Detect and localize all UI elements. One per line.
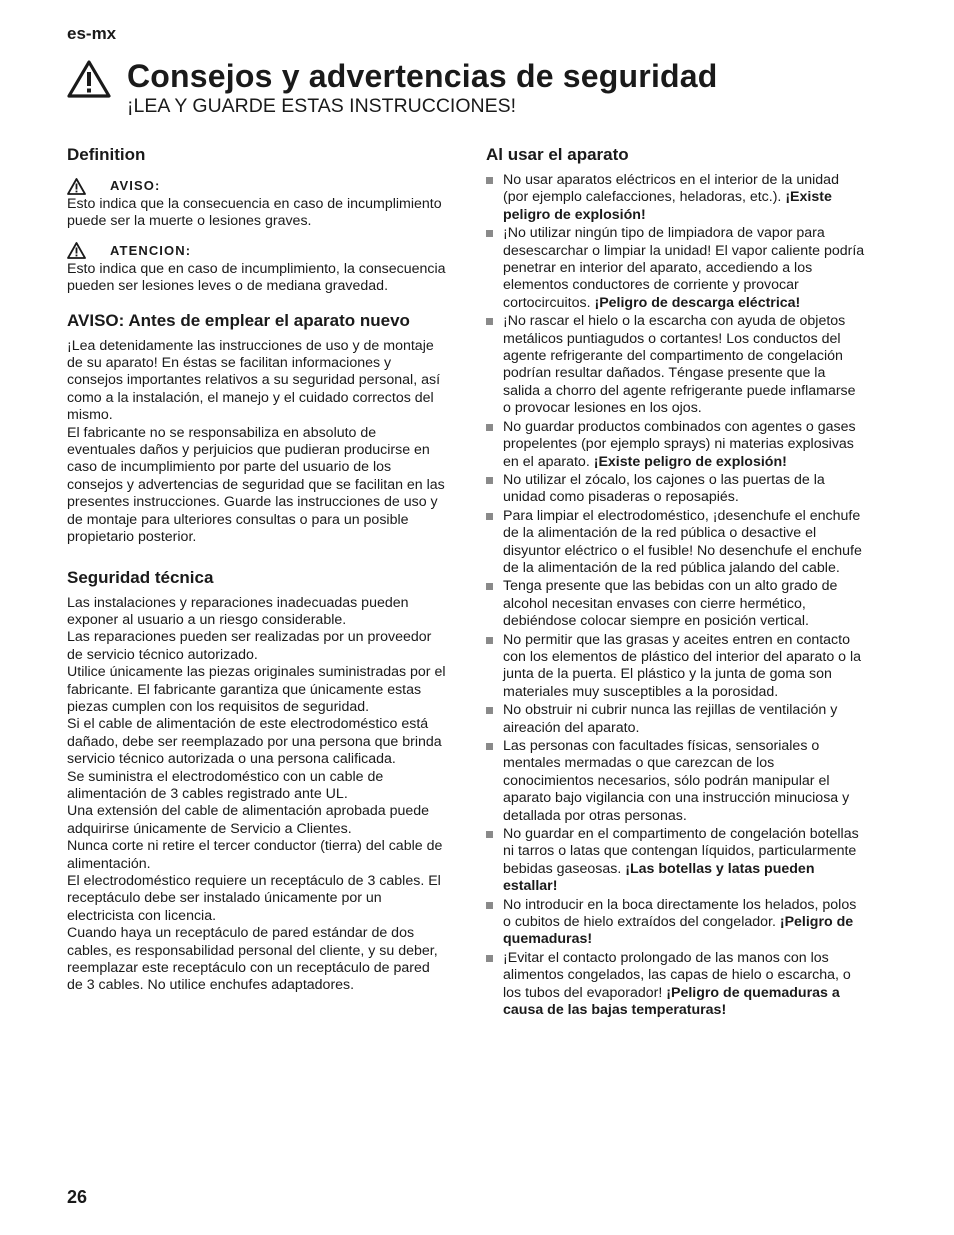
aviso-signal	[67, 176, 447, 196]
technical-paragraph: Nunca corte ni retire el tercer conductor (tierra) del cable de alimentación.	[67, 838, 443, 872]
warning-triangle-icon	[67, 242, 86, 259]
technical-paragraph: Cuando haya un receptáculo de pared estándar de dos cables, es responsabilidad personal del cliente, y su deber, reemplazar este receptáculo con un receptáculo de pared de 3 cables. No utilice enchufes adaptadores.	[67, 925, 438, 994]
usage-heading: Al usar el aparato	[486, 145, 629, 164]
technical-paragraph: Una extensión del cable de alimentación aprobada puede adquirirse únicamente de Servicio a Clientes.	[67, 803, 430, 837]
list-item: No introducir en la boca directamente los helados, polos o cubitos de hielo extraídos del congelador. ¡Peligro de quemaduras!	[486, 897, 866, 949]
language-code: es-mx	[67, 24, 117, 43]
atencion-label: ATENCION:	[110, 243, 192, 259]
right-column	[486, 144, 866, 1021]
warning-triangle-icon	[67, 60, 111, 98]
list-item: ¡No rascar el hielo o la escarcha con ayuda de objetos metálicos puntiagudos o cortantes! Los conductos del agente refrigerante del compartimento de congelación podrían resultar dañados. Téngase presente que la salida a chorro del agente refrigerante puede inflamarse o provocar lesiones en los ojos.	[486, 313, 866, 417]
list-item: No guardar en el compartimento de congelación botellas ni tarros o latas que contengan líquidos, particularmente bebidas gaseosas. ¡Las botellas y latas pueden estallar!	[486, 826, 866, 896]
list-item: Las personas con facultades físicas, sensoriales o mentales mermadas o que carezcan de los conocimientos necesarios, sólo podrán manipular el aparato bajo vigilancia con una instrucción minuciosa y detallada por otras personas.	[486, 738, 866, 825]
page-number: 26	[67, 1187, 88, 1207]
list-item: Tenga presente que las bebidas con un alto grado de alcohol necesitan envases con cierre hermético, debiéndose colocar siempre en posición vertical.	[486, 578, 866, 630]
square-bullet-icon	[486, 513, 493, 520]
list-item: No guardar productos combinados con agentes o gases propelentes (por ejemplo sprays) ni materias explosivas en el aparato. ¡Existe peligro de explosión!	[486, 419, 866, 471]
atencion-signal	[67, 241, 447, 261]
technical-paragraph: Las instalaciones y reparaciones inadecuadas pueden exponer al usuario a un riesgo considerable.	[67, 594, 409, 628]
aviso-label: AVISO:	[110, 178, 161, 194]
definition-heading: Definition	[67, 145, 146, 164]
list-item: ¡Evitar el contacto prolongado de las manos con los alimentos congelados, las capas de hielo o escarcha, o los tubos del evaporador! ¡Peligro de quemaduras a causa de las bajas temperaturas!	[486, 950, 866, 1020]
list-item: No utilizar el zócalo, los cajones o las puertas de la unidad como pisaderas o reposapiés.	[486, 472, 866, 507]
warning-triangle-icon	[67, 178, 86, 195]
square-bullet-icon	[486, 831, 493, 838]
list-item: No permitir que las grasas y aceites entren en contacto con los elementos de plástico del interior del aparato o la junta de la puerta. El plástico y la junta de goma son materiales muy susceptibles a la porosidad.	[486, 632, 866, 702]
square-bullet-icon	[486, 583, 493, 590]
square-bullet-icon	[486, 637, 493, 644]
usage-list	[486, 172, 866, 1020]
list-item: Para limpiar el electrodoméstico, ¡desenchufe el enchufe de la alimentación de la red pública o desactive el disyuntor eléctrico o el fusible! No desenchufe el enchufe de la alimentación de la red pública jalando del cable.	[486, 508, 866, 578]
page-title: Consejos y advertencias de seguridad	[127, 58, 718, 94]
technical-paragraph: Se suministra el electrodoméstico con un cable de alimentación de 3 cables registrado ante UL.	[67, 768, 384, 802]
square-bullet-icon	[486, 955, 493, 962]
square-bullet-icon	[486, 707, 493, 714]
square-bullet-icon	[486, 743, 493, 750]
list-item: No usar aparatos eléctricos en el interior de la unidad (por ejemplo calefacciones, heladoras, etc.). ¡Existe peligro de explosión!	[486, 172, 866, 224]
list-item: ¡No utilizar ningún tipo de limpiadora de vapor para desescarchar o limpiar la unidad! El vapor caliente podría penetrar en interior del aparato, accediendo a los elementos conductores de corriente y provocar cortocircuitos. ¡Peligro de descarga eléctrica!	[486, 225, 866, 312]
technical-paragraph: El electrodoméstico requiere un receptáculo de 3 cables. El receptáculo debe ser instalado únicamente por un electricista con licencia.	[67, 873, 441, 924]
technical-paragraph: Las reparaciones pueden ser realizadas por un proveedor de servicio técnico autorizado.	[67, 629, 432, 663]
before-use-heading: AVISO: Antes de emplear el aparato nuevo	[67, 310, 410, 330]
square-bullet-icon	[486, 177, 493, 184]
technical-paragraph: Si el cable de alimentación de este electrodoméstico está dañado, debe ser reemplazado por una persona que brinda servicio técnico autorizada o una persona calificada.	[67, 716, 442, 768]
technical-safety-heading: Seguridad técnica	[67, 567, 214, 587]
left-column	[67, 144, 447, 995]
atencion-text: Esto indica que en caso de incumplimiento, la consecuencia pueden ser lesiones leves o de mediana gravedad.	[67, 260, 446, 295]
technical-paragraph: Utilice únicamente las piezas originales suministradas por el fabricante. El fabricante garantiza que únicamente estas piezas cumplen con los requisitos de seguridad.	[67, 664, 446, 715]
page-subtitle: ¡LEA Y GUARDE ESTAS INSTRUCCIONES!	[127, 95, 517, 117]
square-bullet-icon	[486, 477, 493, 484]
before-use-paragraph: ¡Lea detenidamente las instrucciones de uso y de montaje de su aparato! En éstas se facilitan informaciones y consejos importantes relativos a su seguridad personal, así como a la instalación, el manejo y el cuidado correctos del mismo.	[67, 337, 441, 424]
list-item: No obstruir ni cubrir nunca las rejillas de ventilación y aireación del aparato.	[486, 702, 866, 737]
square-bullet-icon	[486, 424, 493, 431]
square-bullet-icon	[486, 902, 493, 909]
square-bullet-icon	[486, 318, 493, 325]
before-use-paragraph: El fabricante no se responsabiliza en absoluto de eventuales daños y perjuicios que pudieran producirse en caso de incumplimiento por parte del usuario de los consejos y advertencias de seguridad que se facilitan en las presentes instrucciones. Guarde las instrucciones de uso y de montaje para ulteriores consultas o para un posible propietario posterior.	[67, 424, 445, 546]
square-bullet-icon	[486, 230, 493, 237]
aviso-text: Esto indica que la consecuencia en caso de incumplimiento puede ser la muerte o lesiones graves.	[67, 196, 442, 230]
